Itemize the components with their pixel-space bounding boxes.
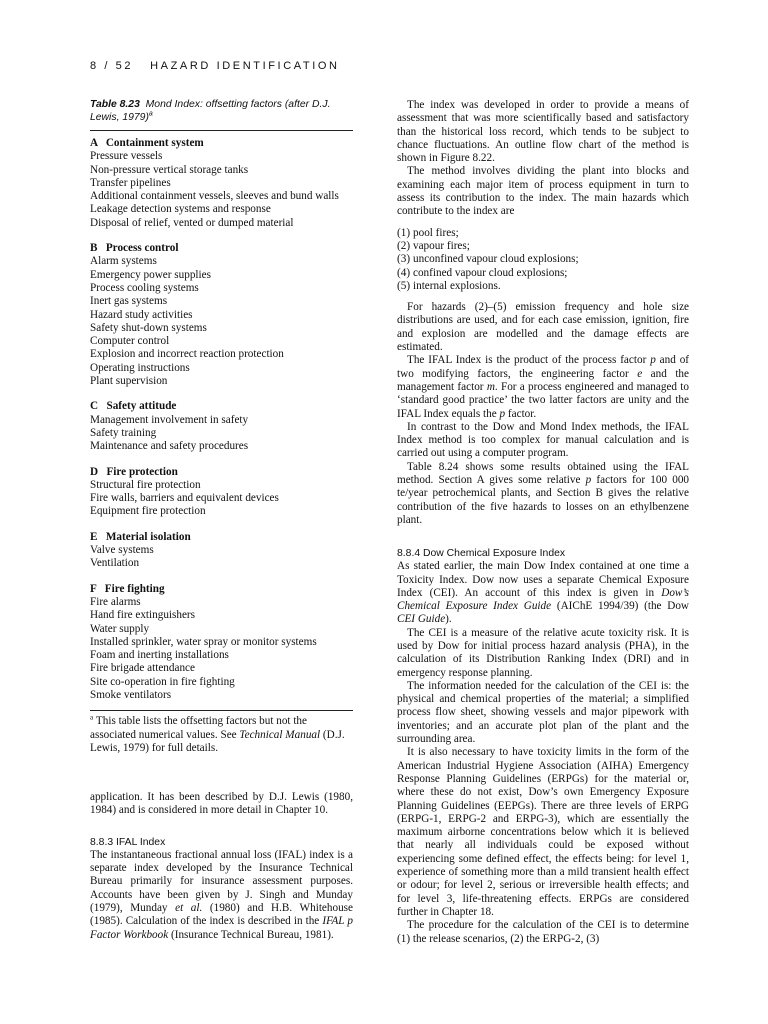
table-caption — [90, 99, 353, 124]
table-item: Foam and inerting installations — [90, 649, 229, 662]
table-item: Fire alarms — [90, 595, 141, 608]
table-item: Hand fire extinguishers — [90, 609, 196, 622]
table-item: Fire walls, barriers and equivalent devices — [90, 492, 279, 505]
table-item: Alarm systems — [90, 255, 157, 268]
table-item: Equipment fire protection — [90, 505, 206, 518]
hazard-text: confined vapour cloud explosions; — [413, 266, 568, 279]
hazard-number: (2) — [397, 239, 411, 252]
hazard-list-item — [397, 267, 689, 280]
p4-text-e: factor. — [507, 407, 537, 420]
table-item: Site co-operation in fire fighting — [90, 675, 235, 688]
ifal-text-c: (Insurance Technical Bureau, 1981). — [171, 928, 334, 941]
table-section-heading: D Fire protection — [90, 465, 178, 478]
right-paragraph-3: For hazards (2)–(5) emission frequency and hole size distributions are used, and for each case emission, ignition, fire and explosion are modelled and the damage effects are estimated. — [397, 301, 689, 354]
hazard-list-item — [397, 280, 689, 293]
table-number: Table 8.23 — [90, 99, 140, 110]
ifal-et-al: et al. — [175, 901, 203, 914]
hazard-text: unconfined vapour cloud explosions; — [413, 253, 579, 266]
cei-paragraph-1 — [397, 560, 689, 626]
footnote-text-a: This table lists the offsetting factors but not the associated numerical values. See — [90, 715, 307, 741]
hazard-text: pool fires; — [413, 226, 459, 239]
table-item: Safety training — [90, 426, 157, 439]
table-item: Process cooling systems — [90, 281, 199, 294]
p4-text-c: and the management factor — [397, 367, 689, 393]
cei-text-b: (AIChE 1994/39) (the Dow — [556, 600, 690, 613]
table-section-heading: B Process control — [90, 242, 179, 255]
table-item: Emergency power supplies — [90, 268, 211, 281]
p4-text-d: . For a process engineered and managed to ‘standard good practice’ the two latter factors are unity and the IFAL Index equals the — [397, 380, 689, 420]
table-item: Non-pressure vertical storage tanks — [90, 163, 249, 176]
hazard-number: (3) — [397, 253, 411, 266]
cei-text-c: ). — [445, 613, 452, 626]
left-paragraph-1: application. It has been described by D.J. Lewis (1980, 1984) and is considered in more detail in Chapter 10. — [90, 791, 353, 817]
page-number: 8 / 52 — [90, 60, 134, 72]
cei-paragraph-3: The information needed for the calculation of the CEI is: the physical and chemical properties of the material; a simplified process flow sheet, showing vessels and major pipework with inventories; and an accurate plot plan of the plant and the surrounding area. — [397, 679, 689, 746]
p4-m-symbol: m — [486, 380, 495, 393]
left-column — [90, 99, 353, 942]
p6-p-symbol: p — [585, 474, 592, 487]
right-paragraph-4 — [397, 354, 689, 420]
table-item: Pressure vessels — [90, 150, 163, 163]
cei-paragraph-2: The CEI is a measure of the relative acute toxicity risk. It is used by Dow for initial process hazard analysis (PHA), in the calculation of its Distribution Ranking Index (DRI) and in emergency response planning. — [397, 626, 689, 679]
table-item: Fire brigade attendance — [90, 662, 195, 675]
p6-text-b: factors for 100 000 te/year petrochemical plants, and Section B gives the relative contribution of the five hazards to losses on an ethylbenzene plant. — [397, 474, 690, 526]
table-top-rule — [90, 130, 353, 131]
p4-text-b: and of two modifying factors, the engineering factor — [397, 354, 690, 380]
table-item: Installed sprinkler, water spray or monitor systems — [90, 635, 317, 648]
table-item: Smoke ventilators — [90, 688, 172, 701]
cei-paragraph-5: The procedure for the calculation of the CEI is to determine (1) the release scenarios, (2) the ERPG-2, (3) — [397, 919, 689, 945]
ifal-workbook-ref: IFAL p Factor Workbook — [90, 915, 353, 941]
table-item: Ventilation — [90, 557, 140, 570]
hazard-list-item — [397, 227, 689, 240]
table-item: Safety shut-down systems — [90, 321, 207, 334]
table-caption-text: Mond Index: offsetting factors (after D.J. Lewis, 1979) — [90, 99, 331, 123]
table-caption-mark: a — [148, 110, 153, 118]
table-item: Leakage detection systems and response — [90, 203, 271, 216]
table-item: Hazard study activities — [90, 308, 193, 321]
hazard-list-item — [397, 253, 689, 266]
left-paragraph-2 — [90, 849, 353, 942]
hazard-list-item — [397, 240, 689, 253]
right-paragraph-5: In contrast to the Dow and Mond Index methods, the IFAL Index method is too complex for manual calculation and is carried out using a computer program. — [397, 420, 689, 460]
table-item: Management involvement in safety — [90, 413, 249, 426]
table-item: Computer control — [90, 335, 170, 348]
header-title: HAZARD IDENTIFICATION — [150, 60, 340, 72]
footnote-mark: a — [90, 713, 94, 722]
hazard-text: internal explosions. — [413, 279, 501, 292]
right-column — [397, 99, 689, 946]
table-footnote — [90, 715, 353, 755]
table-section-heading: F Fire fighting — [90, 582, 165, 595]
cei-guide-ref: Dow’s Chemical Exposure Index Guide — [397, 586, 690, 613]
table-item: Explosion and incorrect reaction protection — [90, 348, 284, 361]
hazard-text: vapour fires; — [413, 239, 470, 252]
ifal-text-a: The instantaneous fractional annual loss (IFAL) index is a separate index developed by the Insurance Technical Bureau primarily for insurance assessment purposes. Accounts have been given by J. Singh and Munday (1979), Munday — [90, 848, 353, 914]
table-item: Inert gas systems — [90, 295, 168, 308]
table-item: Valve systems — [90, 544, 154, 557]
running-header — [90, 60, 710, 72]
table-body — [90, 137, 353, 702]
cei-text-a: As stated earlier, the main Dow Index contained at one time a Toxicity Index. Dow now uses a separate Chemical Exposure Index (CEI). An account of this index is given in — [397, 560, 689, 599]
table-bottom-rule — [90, 710, 353, 711]
p6-text-a: Table 8.24 shows some results obtained using the IFAL method. Section A gives some relative — [397, 460, 689, 487]
ifal-text-b: (1980) and H.B. Whitehouse (1985). Calculation of the index is described in the — [90, 901, 353, 928]
cei-guide-short-ref: CEI Guide — [397, 613, 446, 626]
table-item: Transfer pipelines — [90, 176, 171, 189]
section-title-cei: 8.8.4 Dow Chemical Exposure Index — [397, 548, 566, 560]
table-item: Maintenance and safety procedures — [90, 440, 249, 453]
section-title-ifal: 8.8.3 IFAL Index — [90, 836, 166, 848]
p4-p-symbol-2: p — [499, 407, 506, 420]
right-paragraph-2: The method involves dividing the plant into blocks and examining each major item of process equipment in turn to assess its contribution to the index. The main hazards which contribute to the index are — [397, 165, 689, 218]
table-section-heading: C Safety attitude — [90, 400, 177, 413]
hazard-number: (4) — [397, 266, 411, 279]
hazard-list — [397, 227, 689, 293]
cei-paragraph-4: It is also necessary to have toxicity limits in the form of the American Industrial Hygiene Association (AIHA) Emergency Response Planning Guidelines (ERPGs) for the material or, where these do not exist, Dow’s own Emergency Exposure Planning Guidelines (EEPGs). There are three levels of ERPG (ERPG-1, ERPG-2 and ERPG-3), which are essentially the maximum airborne concentrations below which it is believed that nearly all individuals could be exposed without experiencing some defined effect, the effects being: for level 1, experience of something more than a mild transient health effect or odour; for level 2, serious or irreversible health effects; and for level 3, life-threatening effects. ERPGs are considered further in Chapter 18. — [397, 746, 689, 918]
footnote-text-b: (D.J. Lewis, 1979) for full details. — [90, 728, 345, 754]
p4-p-symbol: p — [650, 354, 656, 367]
table-item: Disposal of relief, vented or dumped material — [90, 216, 294, 229]
right-paragraph-6 — [397, 461, 689, 527]
hazard-number: (1) — [397, 226, 411, 239]
p4-e-symbol: e — [637, 367, 643, 380]
table-section-heading: A Containment system — [90, 137, 204, 149]
table-item: Operating instructions — [90, 361, 190, 374]
table-item: Plant supervision — [90, 375, 168, 388]
table-item: Structural fire protection — [90, 478, 201, 491]
p4-text-a: The IFAL Index is the product of the process factor — [407, 354, 647, 367]
table-item: Additional containment vessels, sleeves and bund walls — [90, 190, 339, 203]
table-section-heading: E Material isolation — [90, 530, 191, 543]
footnote-reference: Technical Manual — [239, 728, 321, 741]
table-item: Water supply — [90, 622, 150, 635]
right-paragraph-1: The index was developed in order to provide a means of assessment that was more scientifically based and satisfactory than the historical loss record, which tends to be subject to chance fluctuations. An outline flow chart of the method is shown in Figure 8.22. — [397, 99, 689, 165]
hazard-number: (5) — [397, 279, 411, 292]
